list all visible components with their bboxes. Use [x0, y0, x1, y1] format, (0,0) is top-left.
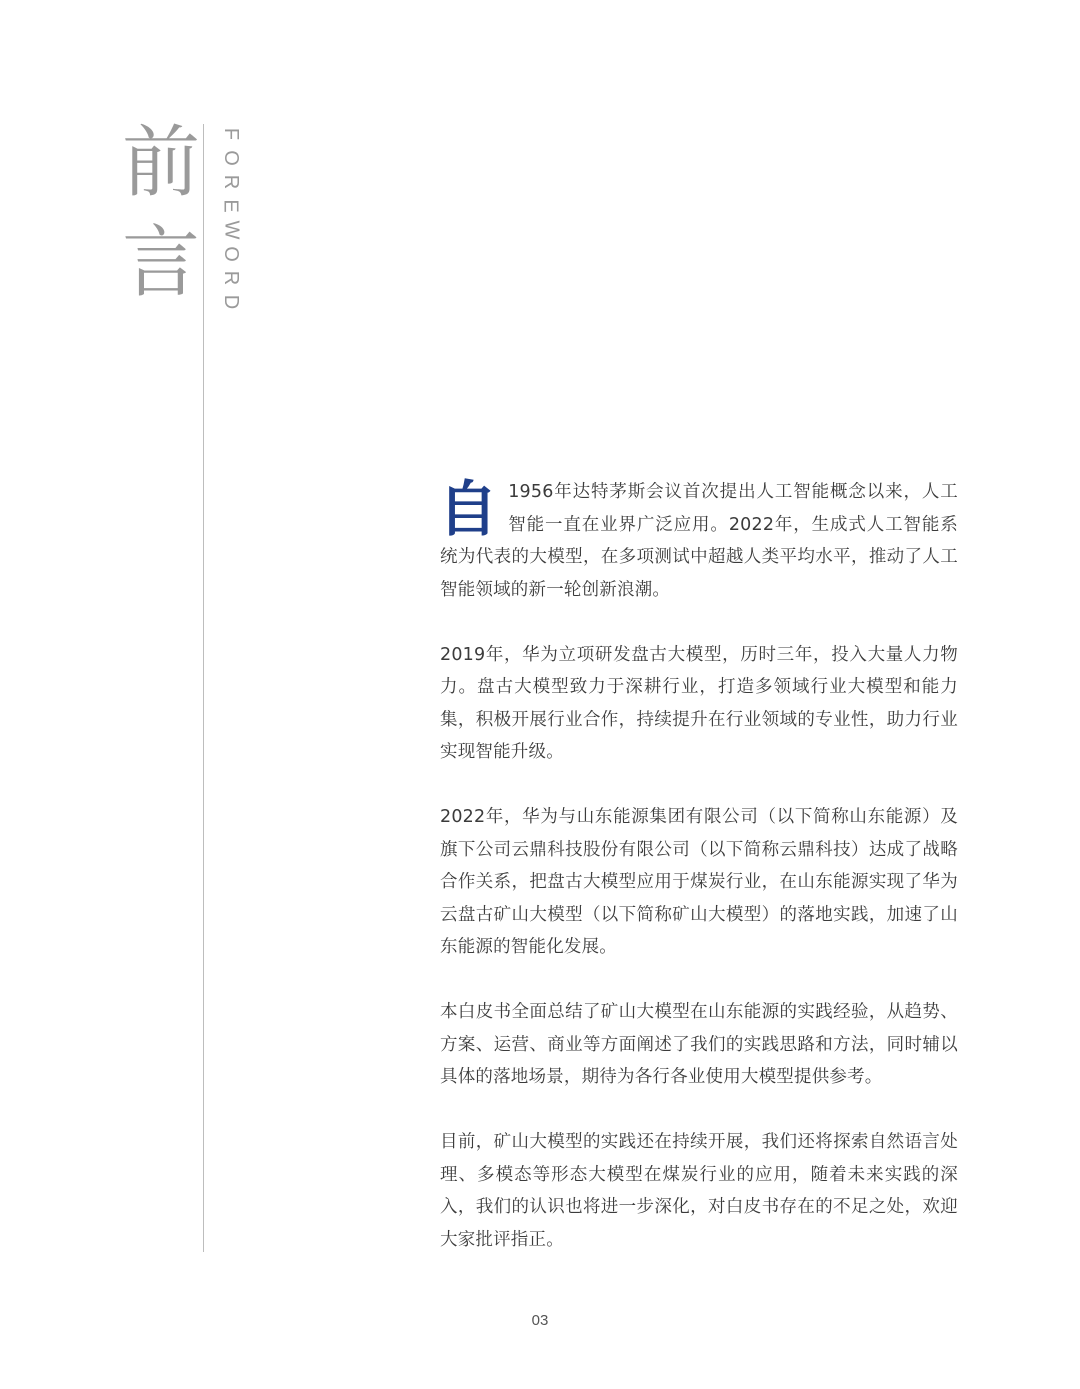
english-title-vertical [219, 122, 243, 314]
foreword-body [440, 476, 958, 1256]
english-letter: R [219, 270, 242, 286]
paragraph-1-text: 1956年达特茅斯会议首次提出人工智能概念以来，人工智能一直在业界广泛应用。2022年，生成式人工智能系统为代表的大模型，在多项测试中超越人类平均水平，推动了人工智能领域的新一轮创新浪潮。 [440, 482, 958, 600]
english-letter: R [219, 174, 242, 190]
title-char-1: 前 [122, 118, 201, 208]
paragraph-2: 2019年，华为立项研发盘古大模型，历时三年，投入大量人力物力。盘古大模型致力于深耕行业，打造多领域行业大模型和能力集，积极开展行业合作，持续提升在行业领域的专业性，助力行业实现智能升级。 [440, 644, 958, 762]
paragraph-4: 本白皮书全面总结了矿山大模型在山东能源的实践经验，从趋势、方案、运营、商业等方面阐述了我们的实践思路和方法，同时辅以具体的落地场景，期待为各行各业使用大模型提供参考。 [440, 1002, 958, 1087]
paragraph-5: 目前，矿山大模型的实践还在持续开展，我们还将探索自然语言处理、多模态等形态大模型在煤炭行业的应用，随着未来实践的深入，我们的认识也将进一步深化，对白皮书存在的不足之处，欢迎大家批评指正。 [440, 1132, 958, 1250]
paragraph-1 [440, 476, 958, 606]
title-char-2: 言 [122, 218, 201, 308]
english-letter: F [220, 127, 242, 141]
english-letter: W [219, 220, 242, 240]
english-letter: O [220, 246, 242, 262]
vertical-divider [203, 124, 204, 1252]
page-number: 03 [531, 1312, 549, 1329]
dropcap: 自 [438, 475, 499, 545]
english-letter: E [220, 199, 242, 213]
english-letter: D [219, 294, 242, 310]
english-letter: O [220, 150, 242, 166]
paragraph-3: 2022年，华为与山东能源集团有限公司（以下简称山东能源）及旗下公司云鼎科技股份有限公司（以下简称云鼎科技）达成了战略合作关系，把盘古大模型应用于煤炭行业，在山东能源实现了华为云盘古矿山大模型（以下简称矿山大模型）的落地实践，加速了山东能源的智能化发展。 [440, 807, 958, 957]
